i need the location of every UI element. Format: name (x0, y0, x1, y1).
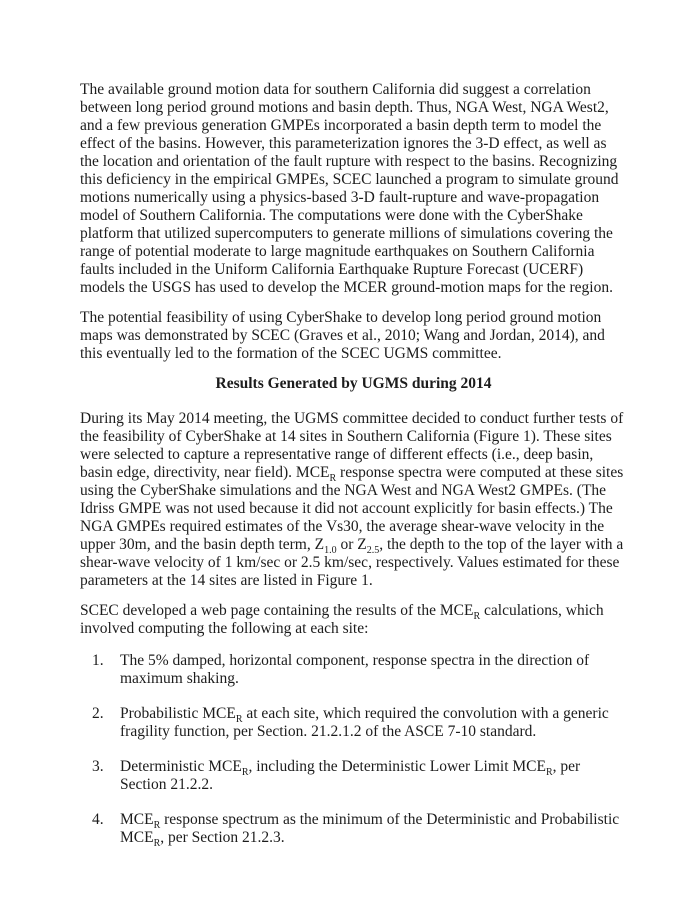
numbered-list (80, 652, 627, 850)
list-item-number: 2. (92, 705, 104, 722)
list-item-number: 1. (92, 652, 104, 669)
list-item (80, 705, 627, 741)
list-item-text: $MCE_R$ response spectrum as the minimum of the Deterministic and Probabilistic $MCE_R$, per Section 21.2.3. (120, 811, 620, 850)
list-item-text: Deterministic $MCE_R$, including the Deterministic Lower Limit $MCE_R$, per Section 21.2.2. (120, 758, 581, 793)
list-item (80, 758, 627, 794)
paragraph-may-2014-meeting: During its May 2014 meeting, the UGMS committee decided to conduct further tests of the feasibility of CyberShake at 14 sites in Southern California (Figure 1). These sites were selected to capture a representative range of different effects (i.e., deep basin, basin edge, directivity, near field). $MCE_R$ response spectra were computed at these sites using the CyberShake simulations and the NGA West and NGA West2 GMPEs. (The Idriss GMPE was not used because it did not account explicitly for basin effects.) The NGA GMPEs required estimates of the Vs30, the average shear-wave velocity in the upper 30m, and the basin depth term, $Z_{1.0}$ or $Z_{2.5}$, the depth to the top of the layer with a shear-wave velocity of 1 km/sec or 2.5 km/sec, respectively. Values estimated for these parameters at the 14 sites are listed in Figure 1. (80, 410, 624, 589)
list-item-number: 4. (92, 811, 104, 828)
list-item (80, 652, 627, 688)
list-item-number: 3. (92, 758, 104, 775)
paragraph-ground-motion-data: The available ground motion data for southern California did suggest a correlation between long period ground motions and basin depth. Thus, NGA West, NGA West2, and a few previous generation GMPEs incorporated a basin depth term to model the effect of the basins. However, this parameterization ignores the 3-D effect, as well as the location and orientation of the fault rupture with respect to the basins. Recognizing this deficiency in the empirical GMPEs, SCEC launched a program to simulate ground motions numerically using a physics-based 3-D fault-rupture and wave-propagation model of Southern California. The computations were done with the CyberShake platform that utilized supercomputers to generate millions of simulations covering the range of potential moderate to large magnitude earthquakes on Southern California faults included in the Uniform California Earthquake Rupture Forecast (UCERF) models the USGS has used to develop the MCER ground-motion maps for the region. (80, 81, 619, 296)
section-heading: Results Generated by UGMS during 2014 (215, 375, 492, 392)
paragraph-feasibility: The potential feasibility of using CyberShake to develop long period ground motion maps was demonstrated by SCEC (Graves et al., 2010; Wang and Jordan, 2014), and this eventually led to the formation of the SCEC UGMS committee. (80, 309, 605, 362)
list-item-text: The 5% damped, horizontal component, response spectra in the direction of maximum shaking. (120, 652, 590, 687)
list-item (80, 811, 627, 850)
paragraph-web-page: SCEC developed a web page containing the results of the $MCE_R$ calculations, which involved computing the following at each site: (80, 602, 604, 637)
list-item-text: Probabilistic $MCE_R$ at each site, which required the convolution with a generic fragility function, per Section. 21.2.1.2 of the ASCE 7-10 standard. (120, 705, 609, 740)
